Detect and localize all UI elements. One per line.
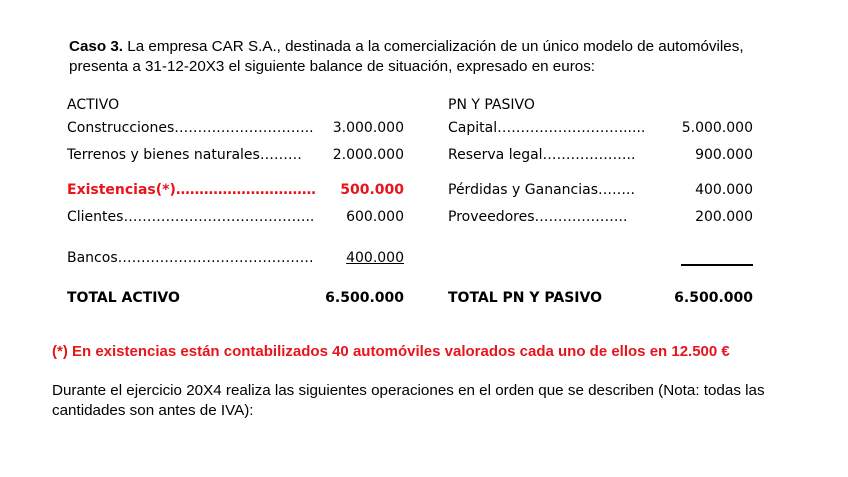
activo-row-value: 600.000 xyxy=(346,209,404,225)
pasivo-row-label: Reserva legal……………….. xyxy=(448,147,636,163)
activo-row-label: Construcciones……….……………….. xyxy=(67,120,314,136)
pasivo-header: PN Y PASIVO xyxy=(448,97,535,113)
existencias-label: Existencias(*)………………………… xyxy=(67,182,316,198)
case-intro-text: La empresa CAR S.A., destinada a la comercialización de un único modelo de automóviles, presenta a 31-12-20X3 el siguiente balance de situación, expresado en euros: xyxy=(69,38,744,75)
case-label: Caso 3. xyxy=(69,38,124,55)
activo-row-value: 400.000 xyxy=(346,250,404,266)
activo-row-label: Bancos…………………………………… xyxy=(67,250,314,266)
pasivo-row-value: 900.000 xyxy=(695,147,753,163)
pasivo-row-value: 400.000 xyxy=(695,182,753,198)
activo-header: ACTIVO xyxy=(67,97,120,113)
case-intro xyxy=(69,37,799,77)
pasivo-row-label: Capital………………………..... xyxy=(448,120,646,136)
existencias-note: (*) En existencias están contabilizados 40 automóviles valorados cada uno de ellos en 12.500 € xyxy=(52,343,730,360)
operations-text: Durante el ejercicio 20X4 realiza las siguientes operaciones en el orden que se describen (Nota: todas las cantidades son antes de IVA): xyxy=(52,382,765,419)
existencias-value: 500.000 xyxy=(340,182,404,198)
activo-row-value: 3.000.000 xyxy=(332,120,404,136)
activo-row-value: 2.000.000 xyxy=(332,147,404,163)
pasivo-row-value: 200.000 xyxy=(695,209,753,225)
pasivo-row-value: 5.000.000 xyxy=(681,120,753,136)
total-activo-value: 6.500.000 xyxy=(325,290,404,306)
total-pasivo-label: TOTAL PN Y PASIVO xyxy=(448,290,602,306)
pasivo-row-label: Pérdidas y Ganancias…….. xyxy=(448,182,635,198)
pasivo-row-label: Proveedores……………….. xyxy=(448,209,628,225)
activo-row-label: Terrenos y bienes naturales……… xyxy=(67,147,302,163)
total-pasivo-value: 6.500.000 xyxy=(674,290,753,306)
subtotal-underline xyxy=(681,264,753,266)
activo-row-label: Clientes………………………………….. xyxy=(67,209,315,225)
total-activo-label: TOTAL ACTIVO xyxy=(67,290,180,306)
